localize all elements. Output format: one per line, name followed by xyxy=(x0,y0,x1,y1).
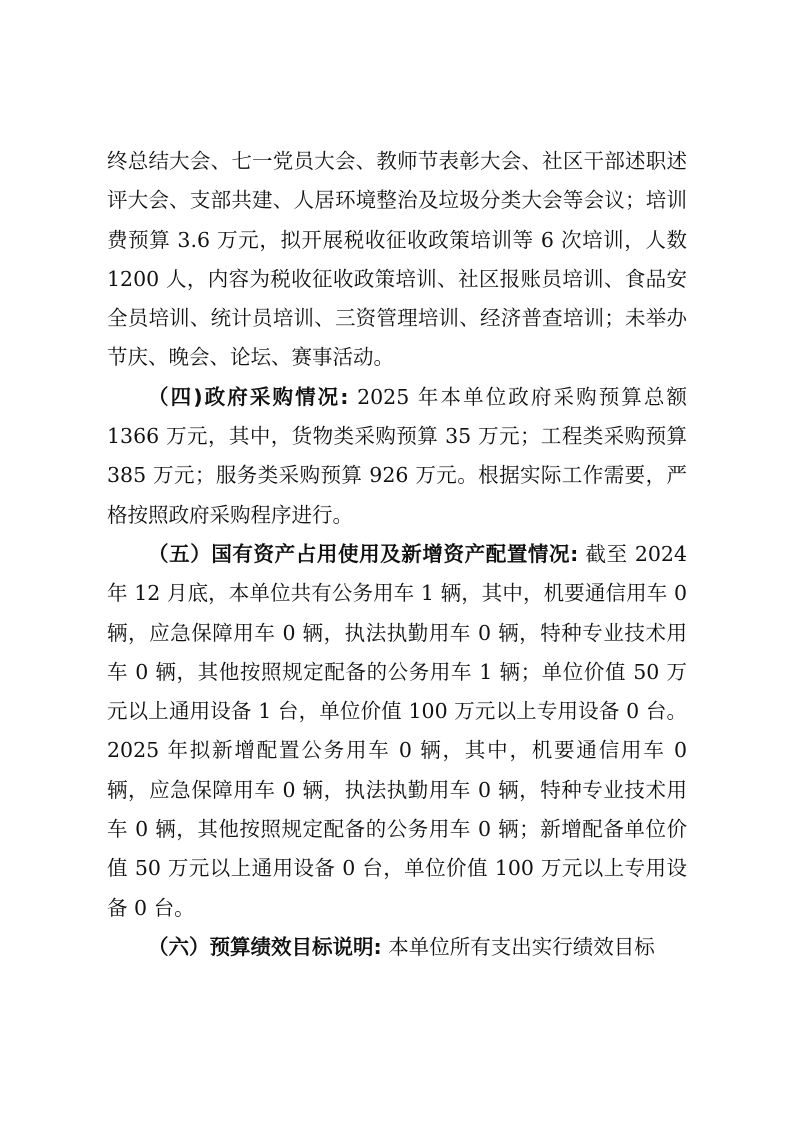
paragraph-state-assets xyxy=(107,535,687,928)
paragraph-text: 终总结大会、七一党员大会、教师节表彰大会、社区干部述职述评大会、支部共建、人居环境整治及垃圾分类大会等会议；培训费预算 3.6 万元，拟开展税收征收政策培训等 6 次培训，人数 1200 人，内容为税收征收政策培训、社区报账员培训、食品安全员培训、统计员培训、三资管理培训、经济普查培训；未举办节庆、晚会、论坛、赛事活动。 xyxy=(107,149,687,370)
section-heading-assets: （五）国有资产占用使用及新增资产配置情况: xyxy=(148,541,579,566)
paragraph-government-procurement xyxy=(107,378,687,535)
paragraph-text: 截至 2024 年 12 月底，本单位共有公务用车 1 辆，其中，机要通信用车 0 辆，应急保障用车 0 辆，执法执勤用车 0 辆，特种专业技术用车 0 辆，其他按照规定配备的公务用车 1 辆；单位价值 50 万元以上通用设备 1 台，单位价值 100 万元以上专用设备 0 台。2025 年拟新增配置公务用车 0 辆，其中，机要通信用车 0 辆，应急保障用车 0 辆，执法执勤用车 0 辆，特种专业技术用车 0 辆，其他按照规定配备的公务用车 0 辆；新增配备单位价值 50 万元以上通用设备 0 台，单位价值 100 万元以上专用设备 0 台。 xyxy=(107,541,687,920)
paragraph-text: 2025 年本单位政府采购预算总额 1366 万元，其中，货物类采购预算 35 万元；工程类采购预算 385 万元；服务类采购预算 926 万元。根据实际工作需要，严格按照政府采购程序进行。 xyxy=(107,384,687,527)
paragraph-text: 本单位所有支出实行绩效目标 xyxy=(381,934,655,959)
section-heading-performance: （六）预算绩效目标说明: xyxy=(148,934,382,959)
document-body xyxy=(107,142,687,967)
paragraph-meetings-training xyxy=(107,142,687,378)
section-heading-procurement: （四)政府采购情况: xyxy=(148,384,349,409)
paragraph-performance-goals xyxy=(107,928,687,967)
